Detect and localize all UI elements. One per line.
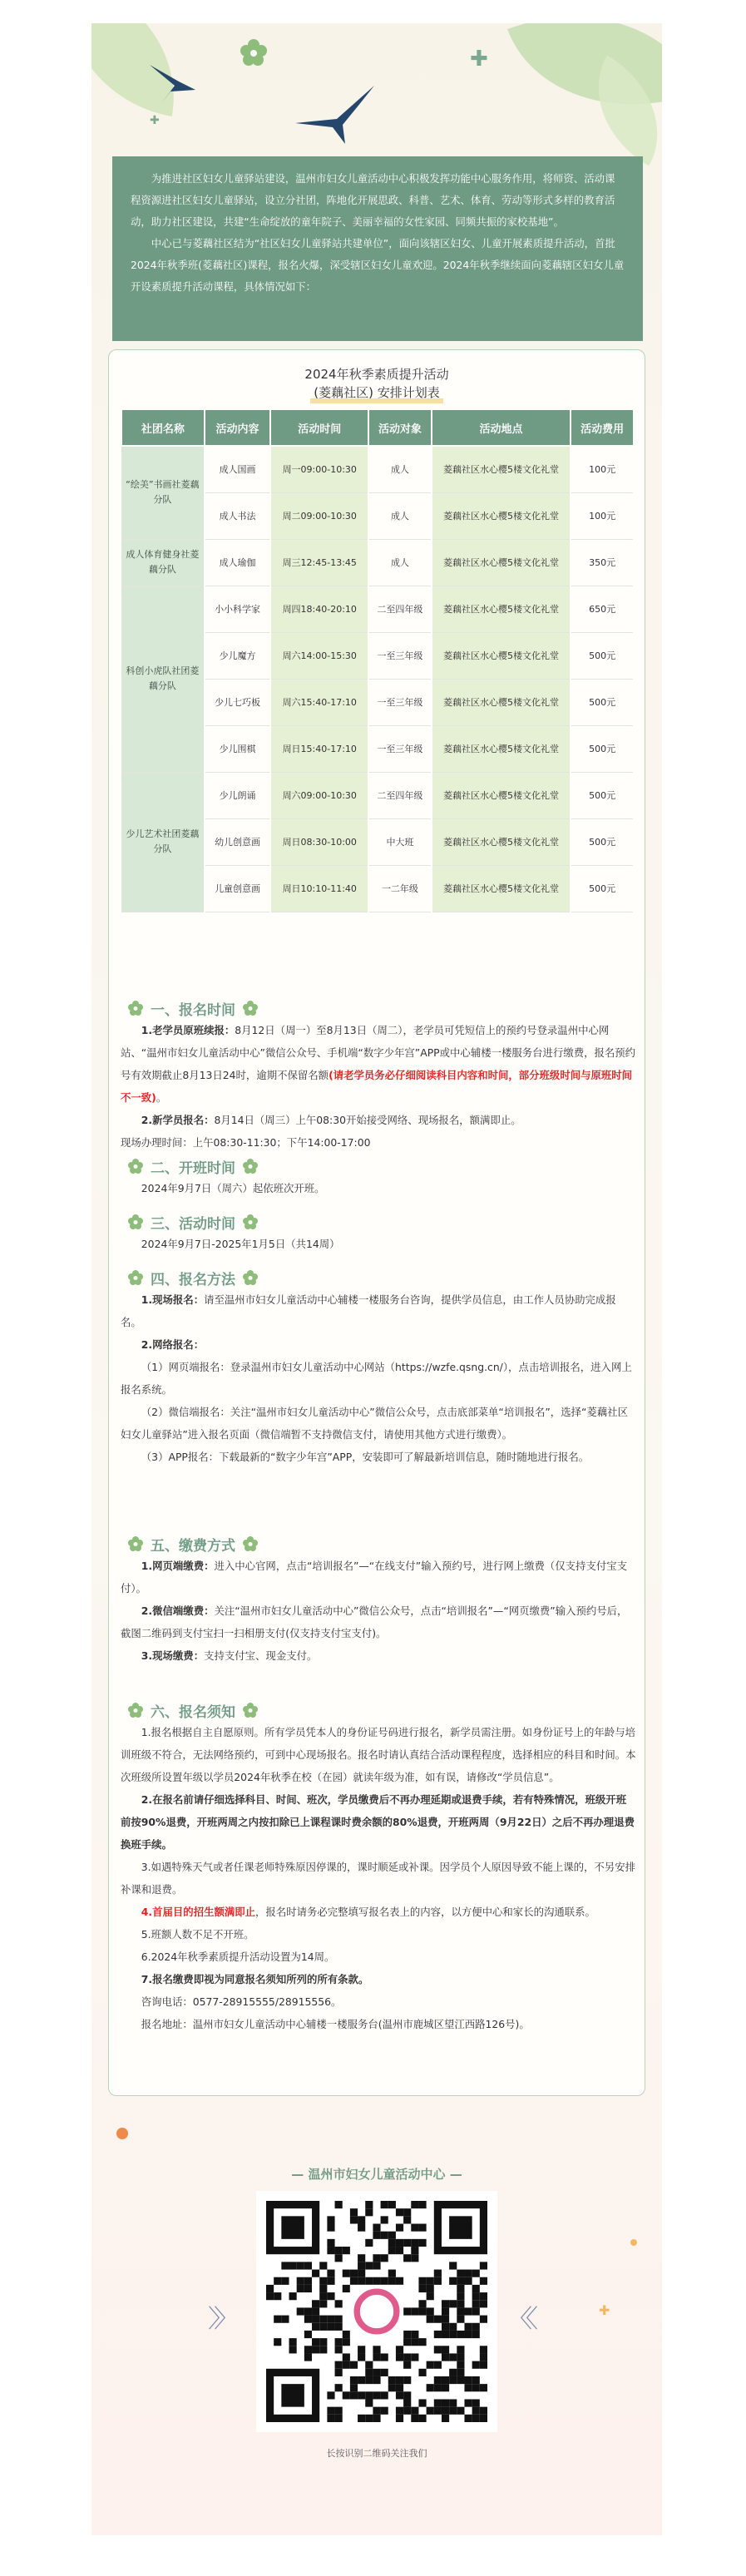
cell-target: 一至三年级 [368,679,432,725]
paragraph: 2024年9月7日-2025年1月5日（共14周） [141,1238,340,1250]
cell-fee: 500元 [571,818,634,865]
column-header: 社团名称 [121,409,205,446]
paragraph: 2.微信端缴费：关注“温州市妇女儿童活动中心”微信公众号，点击“培训报名”—“网页缴费”输入预约号后，截图二维码到支付宝扫一扫相册支付(仅支持支付宝支付)。 [121,1604,628,1639]
paragraph: 1.网页端缴费：进入中心官网，点击“培训报名”—“在线支付”输入预约号，进行网上缴费（仅支持支付宝支付）。 [121,1560,628,1595]
flower-icon [127,1000,144,1016]
flower-icon [127,1535,144,1552]
cell-target: 成人 [368,539,432,586]
cell-place: 菱藕社区水心樱5楼文化礼堂 [432,818,571,865]
section-signup-method [121,1267,636,1468]
paragraph: 2.网络报名： [141,1338,205,1351]
paragraph: 现场办理时间：上午08:30-11:30；下午14:00-17:00 [121,1136,371,1149]
paragraph: 1.现场报名：请至温州市妇女儿童活动中心辅楼一楼服务台咨询，提供学员信息，由工作人员协助完成报名。 [121,1293,616,1328]
column-header: 活动对象 [368,409,432,446]
plus-icon: ✚ [470,47,488,72]
cell-place: 菱藕社区水心樱5楼文化礼堂 [432,725,571,772]
content-card [108,349,645,2096]
section-notice [121,1699,636,2035]
cell-content: 成人国画 [205,446,271,492]
schedule-table [121,408,635,912]
cell-time: 周六14:00-15:30 [270,632,368,679]
paragraph: 2024年9月7日（周六）起依班次开班。 [141,1182,325,1194]
article-page [91,23,662,2535]
cell-time: 周日08:30-10:00 [270,818,368,865]
cell-fee: 100元 [571,492,634,539]
cell-content: 小小科学家 [205,586,271,632]
cell-target: 中大班 [368,818,432,865]
cell-fee: 500元 [571,632,634,679]
cell-content: 儿童创意画 [205,865,271,912]
dot-decoration [116,2128,128,2139]
dot-decoration [630,2239,637,2246]
cell-fee: 350元 [571,539,634,586]
cell-content: 少儿围棋 [205,725,271,772]
plan-subtitle: (菱藕社区) 安排计划表 [109,385,645,403]
cell-time: 周二09:00-10:30 [270,492,368,539]
cell-fee: 500元 [571,679,634,725]
swallow-icon [146,57,204,106]
paragraph: 4.首届目的招生额满即止，报名时请务必完整填写报名表上的内容，以方便中心和家长的沟通联系。 [141,1906,595,1918]
paragraph: 报名地址：温州市妇女儿童活动中心辅楼一楼服务台(温州市鹿城区望江西路126号)。 [141,2018,530,2030]
cell-target: 成人 [368,446,432,492]
cell-place: 菱藕社区水心樱5楼文化礼堂 [432,446,571,492]
paragraph: 1.老学员原班续报：8月12日（周一）至8月13日（周二），老学员可凭短信上的预约号登录温州中心网站、“温州市妇女儿童活动中心”微信公众号、手机端“数字少年宫”APP或中心辅楼一楼服务台进行缴费，报名预约号有效期截止8月13日24时，逾期不保留名额(请老学员务必仔细阅读科目内容和时间，部分班级时间与原班时间不一致)。 [121,1024,636,1104]
section-heading: 二、开班时间 [121,1155,636,1177]
section-heading: 五、缴费方式 [121,1533,636,1555]
plan-title: 2024年秋季素质提升活动 [304,367,449,382]
paragraph: （1）网页端报名：登录温州市妇女儿童活动中心网站（https://wzfe.qsng.cn/），点击培训报名，进入网上报名系统。 [121,1361,632,1396]
cell-place: 菱藕社区水心樱5楼文化礼堂 [432,865,571,912]
section-signup-time [121,997,636,1154]
flower-icon [242,1702,259,1718]
club-name-cell: 成人体育健身社菱藕分队 [121,539,205,586]
section-heading: 六、报名须知 [121,1699,636,1721]
cell-fee: 650元 [571,586,634,632]
cell-content: 少儿七巧板 [205,679,271,725]
cell-time: 周六15:40-17:10 [270,679,368,725]
table-header-row [121,409,634,446]
cell-content: 少儿朗诵 [205,772,271,818]
section-heading: 三、活动时间 [121,1211,636,1233]
section-heading: 四、报名方法 [121,1267,636,1288]
cell-fee: 500元 [571,865,634,912]
cell-time: 周一09:00-10:30 [270,446,368,492]
cell-time: 周日10:10-11:40 [270,865,368,912]
flower-icon [240,38,268,67]
table-row [121,586,634,632]
paragraph: 1.报名根据自主自愿原则。所有学员凭本人的身份证号码进行报名，新学员需注册。如身份证号上的年龄与培训班级不符合，无法网络预约，可到中心现场报名。报名时请认真结合活动课程程度，选择相应的科目和时间。本次班级所设置年级以学员2024年秋季在校（在园）就读年级为准，如有误，请修改“学员信息”。 [121,1726,636,1783]
paragraph: （3）APP报名：下载最新的“数字少年宫”APP，安装即可了解最新培训信息，随时随地进行报名。 [141,1451,590,1463]
column-header: 活动地点 [432,409,571,446]
chevron-right-icon: 〉〉 [208,2305,232,2334]
qr-code-image [266,2201,487,2422]
paragraph: 2.在报名前请仔细选择科目、时间、班次，学员缴费后不再办理延期或退费手续，若有特殊情况，班级开班前按90%退费，开班两周之内按扣除已上课程课时费余额的80%退费，开班两周（9月22日）之后不再办理退费换班手续。 [121,1793,635,1851]
cell-place: 菱藕社区水心樱5楼文化礼堂 [432,539,571,586]
cell-place: 菱藕社区水心樱5楼文化礼堂 [432,772,571,818]
intro-paragraph: 中心已与菱藕社区结为“社区妇女儿童驿站共建单位”，面向该辖区妇女、儿童开展素质提升活动，首批2024年秋季班(菱藕社区)课程，报名火爆，深受辖区妇女儿童欢迎。2024年秋季继续面向菱藕辖区妇女儿童开设素质提升活动课程，具体情况如下： [131,237,625,293]
cell-place: 菱藕社区水心樱5楼文化礼堂 [432,586,571,632]
paragraph: 7.报名缴费即视为同意报名须知所列的所有条款。 [141,1973,369,1985]
cell-place: 菱藕社区水心樱5楼文化礼堂 [432,492,571,539]
flower-icon [127,1702,144,1718]
flower-icon [242,1269,259,1286]
flower-icon [127,1158,144,1174]
cell-target: 二至四年级 [368,586,432,632]
flower-icon [242,1158,259,1174]
column-header: 活动时间 [270,409,368,446]
cell-target: 成人 [368,492,432,539]
cell-content: 少儿魔方 [205,632,271,679]
section-payment [121,1533,636,1667]
qr-caption: 长按识别二维码关注我们 [326,2448,427,2459]
cell-content: 幼儿创意画 [205,818,271,865]
table-row [121,539,634,586]
plus-icon: ✚ [599,2302,610,2318]
intro-block [112,156,643,341]
qr-code[interactable] [256,2191,497,2432]
paragraph: 3.如遇特殊天气或者任课老师特殊原因停课的，课时顺延或补课。因学员个人原因导致不能上课的，不另安排补课和退费。 [121,1861,635,1896]
section-heading: 一、报名时间 [121,997,636,1019]
cell-fee: 500元 [571,772,634,818]
cell-fee: 100元 [571,446,634,492]
intro-paragraph: 为推进社区妇女儿童驿站建设，温州市妇女儿童活动中心积极发挥功能中心服务作用，将师资、活动课程资源进社区妇女儿童驿站，设立分社团，阵地化开展思政、科普、艺术、体育、劳动等形式多样的教育活动，助力社区建设，共建“生命绽放的童年院子、美丽幸福的女性家园、同频共振的家校基地”。 [131,172,615,228]
cell-target: 一至三年级 [368,632,432,679]
section-open-time [121,1155,636,1199]
cell-time: 周四18:40-20:10 [270,586,368,632]
cell-time: 周日15:40-17:10 [270,725,368,772]
footer-title: — 温州市妇女儿童活动中心 — [291,2167,462,2182]
flower-icon [242,1214,259,1230]
column-header: 活动内容 [205,409,271,446]
flower-icon [242,1000,259,1016]
section-activity-time [121,1211,636,1255]
paragraph: 咨询电话：0577-28915555/28915556。 [141,1995,342,2008]
swallow-icon [291,82,383,148]
table-row [121,772,634,818]
paragraph: 6.2024年秋季素质提升活动设置为14周。 [141,1951,335,1963]
cell-target: 一至三年级 [368,725,432,772]
paragraph: 5.班额人数不足不开班。 [141,1928,254,1941]
cell-fee: 500元 [571,725,634,772]
plus-icon: ✚ [150,114,160,127]
flower-icon [127,1214,144,1230]
cell-target: 二至四年级 [368,772,432,818]
cell-place: 菱藕社区水心樱5楼文化礼堂 [432,679,571,725]
chevron-left-icon: 〈〈 [507,2305,531,2334]
flower-icon [242,1535,259,1552]
cell-content: 成人瑜伽 [205,539,271,586]
column-header: 活动费用 [571,409,634,446]
paragraph: 2.新学员报名：8月14日（周三）上午08:30开始接受网络、现场报名，额满即止。 [141,1114,521,1126]
club-name-cell: 科创小虎队社团菱藕分队 [121,586,205,772]
cell-content: 成人书法 [205,492,271,539]
cell-time: 周六09:00-10:30 [270,772,368,818]
cell-place: 菱藕社区水心樱5楼文化礼堂 [432,632,571,679]
flower-icon [127,1269,144,1286]
table-row [121,446,634,492]
club-name-cell: “绘美”书画社菱藕分队 [121,446,205,539]
cell-time: 周三12:45-13:45 [270,539,368,586]
paragraph: （2）微信端报名：关注“温州市妇女儿童活动中心”微信公众号，点击底部菜单“培训报名”，选择“菱藕社区妇女儿童驿站”进入报名页面（微信端暂不支持微信支付，请使用其他方式进行缴费）。 [121,1406,628,1441]
paragraph: 3.现场缴费：支持支付宝、现金支付。 [141,1649,318,1662]
cell-target: 一二年级 [368,865,432,912]
club-name-cell: 少儿艺术社团菱藕分队 [121,772,205,912]
